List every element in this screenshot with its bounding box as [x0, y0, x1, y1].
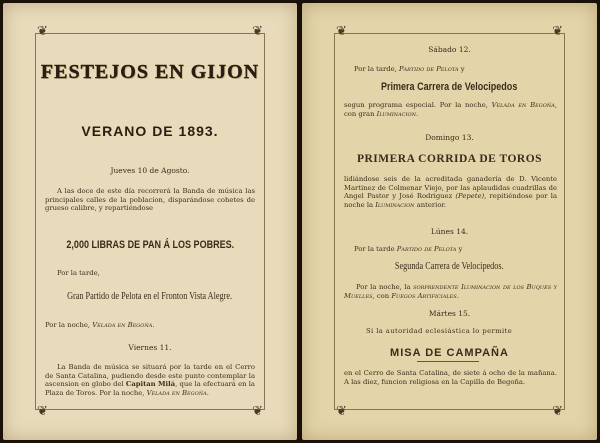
paragraph-text: lidiándose seis de la acreditada ganadería de D. Vicente Martinez de Colmenar Viejo, por las aplaudidas cuadrillas de Angel Pastor y José Rodriguez: [344, 175, 557, 201]
highlight-mass: MISA DE CAMPAÑA: [390, 347, 509, 359]
event-text: sorprendente Iluminacion de los Buques y Muelles,: [344, 283, 557, 300]
page-title: FESTEJOS EN GIJON: [40, 61, 260, 83]
event-text: Partido de Pelota: [398, 65, 459, 73]
event-text: Velada en Begoña,: [491, 101, 557, 109]
night-event: Velada en Begoña.: [92, 321, 155, 329]
highlight-race1-text: Primera Carrera de Velocipedos: [381, 81, 518, 93]
day-heading: Lúnes 14.: [430, 227, 469, 236]
corner-ornament-icon: ❦: [336, 404, 347, 419]
day-heading: Sábado 12.: [428, 45, 471, 54]
night-line: [45, 321, 255, 330]
right-page: [302, 3, 597, 440]
afternoon-line: [354, 245, 557, 254]
left-page: [3, 3, 297, 440]
event-text: Partido de Pelota: [396, 245, 457, 253]
line-text: y: [458, 245, 463, 253]
night-prefix: Por la noche,: [45, 321, 91, 329]
paragraph: A las doce de este día recorrerá la Banda de música las principales calles de la poblacion, disparándose cohetes de grueso calibre, y repartiéndose: [45, 187, 255, 213]
event-text: Fuegos Artificiales.: [391, 291, 459, 300]
paragraph-text: con gran: [344, 109, 375, 118]
paragraph: en el Cerro de Santa Catalina, de siete á ocho de la mañana. A las diez, funcion religiosa en la Capilla de Begoña.: [344, 369, 557, 386]
day-heading: Mártes 15.: [428, 309, 471, 318]
highlight-race1: [302, 81, 597, 93]
event-text: Iluminacion: [375, 200, 415, 209]
day-heading: Domingo 13.: [425, 133, 474, 142]
day-heading: Viernes 11.: [128, 343, 172, 352]
highlight-bread-text: 2,000 LIBRAS DE PAN Á LOS POBRES.: [66, 239, 234, 251]
paragraph: Si la autoridad eclesiástica lo permite: [366, 327, 513, 335]
page-title-wrap: [3, 61, 297, 84]
paragraph-text: Por la noche, la: [356, 283, 411, 291]
corner-ornament-icon: ❦: [37, 24, 48, 39]
corner-ornament-icon: ❦: [37, 404, 48, 419]
corner-ornament-icon: ❦: [336, 24, 347, 39]
paragraph: [344, 283, 557, 300]
corner-ornament-icon: ❦: [252, 404, 263, 419]
page-subtitle: VERANO DE 1893.: [81, 123, 219, 139]
paragraph-text: segun programa especial. Por la noche,: [344, 101, 488, 109]
highlight-race2-text: Segunda Carrera de Velocipedos.: [395, 261, 504, 272]
day-heading: Jueves 10 de Agosto.: [110, 166, 190, 175]
pepete-text: (Pepete),: [455, 192, 487, 201]
paragraph-text: La Banda de música se situará por la tarde en el Cerro de Santa Catalina, pudiendo desde este punto contemplar la ascension en globo del: [45, 363, 255, 389]
highlight-pelota: [3, 291, 297, 302]
paragraph: [344, 175, 557, 209]
night-event: Velada en Begoña.: [146, 388, 209, 397]
highlight-bread: [3, 239, 297, 251]
paragraph: [45, 363, 255, 397]
line-text: Por la tarde: [354, 245, 395, 253]
event-text: Iluminacion.: [376, 109, 419, 118]
afternoon-line: [354, 65, 557, 74]
paragraph-text: , que la efectuará en la Plaza de Toros. Por la noche,: [45, 380, 255, 397]
left-page-frame: [35, 33, 265, 410]
paragraph-text: repitiéndose por la noche la: [344, 192, 557, 209]
corner-ornament-icon: ❦: [552, 404, 563, 419]
capitan-name: Capitan Milá: [125, 380, 176, 389]
paragraph: [344, 101, 557, 118]
line-text: Por la tarde,: [354, 65, 397, 73]
paragraph-text: con: [376, 291, 390, 300]
corner-ornament-icon: ❦: [252, 24, 263, 39]
highlight-pelota-text: Gran Partido de Pelota en el Fronton Vista Alegre.: [67, 291, 233, 302]
afternoon-line: Por la tarde,: [57, 269, 100, 277]
highlight-race2: [302, 261, 597, 272]
highlight-bulls: PRIMERA CORRIDA DE TOROS: [356, 153, 543, 165]
line-text: y: [460, 65, 465, 73]
divider: [417, 361, 479, 362]
paragraph-text: anterior.: [416, 200, 447, 209]
corner-ornament-icon: ❦: [552, 24, 563, 39]
